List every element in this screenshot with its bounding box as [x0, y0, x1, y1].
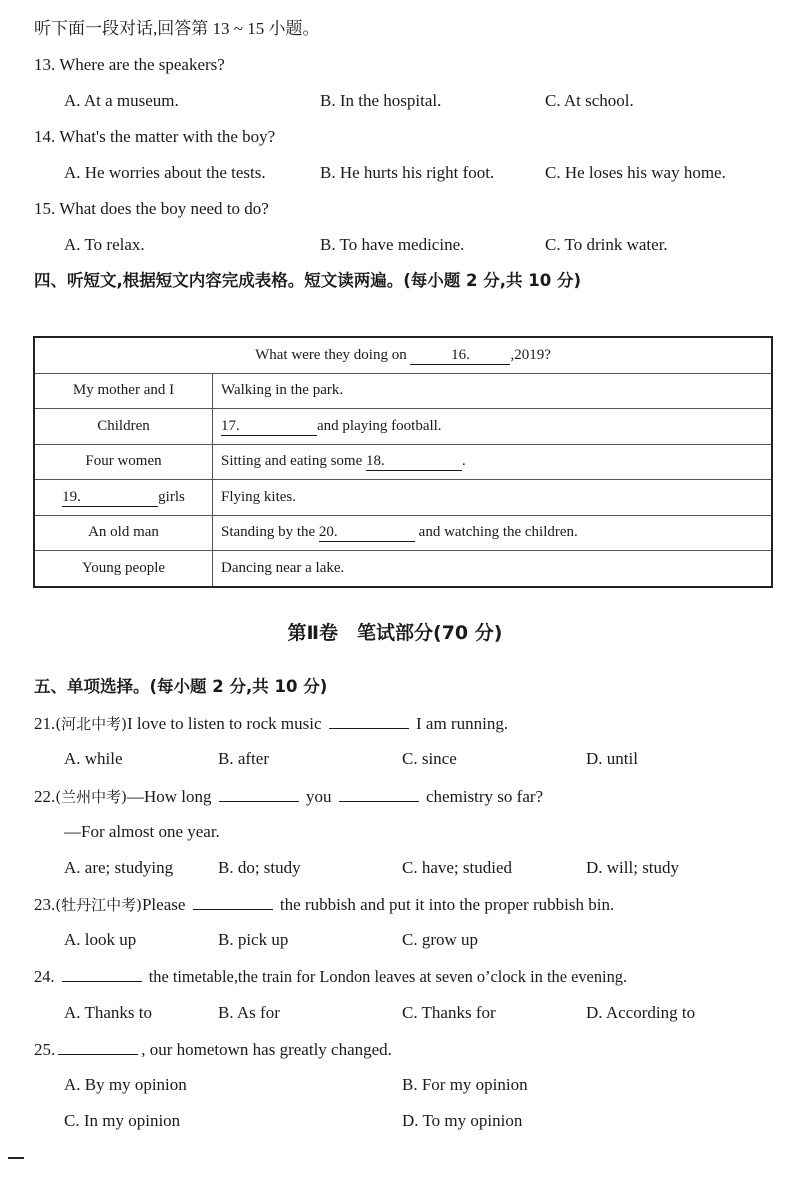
question-number: 25. — [34, 1040, 56, 1059]
table-row — [34, 409, 772, 445]
question-24 — [34, 965, 627, 988]
option-c[interactable]: C. grow up — [402, 930, 479, 949]
what-text: Standing by the — [221, 524, 319, 541]
question-text-end: the timetable,the train for London leaves at seven o’clock in the evening. — [144, 967, 628, 986]
blank-number: 20. — [318, 524, 338, 541]
option-a[interactable]: A. are; studying — [64, 858, 174, 877]
option-b[interactable]: B. For my opinion — [402, 1075, 528, 1094]
what-text-end: . — [461, 453, 466, 470]
question-25 — [34, 1038, 392, 1061]
what-cell — [213, 409, 773, 445]
answer-blank[interactable] — [193, 893, 273, 910]
what-text: and playing football. — [317, 417, 442, 434]
option-b[interactable]: B. do; study — [218, 858, 301, 877]
question-number: 21. — [34, 714, 56, 733]
option-a[interactable]: A. while — [64, 749, 123, 768]
question-text-end: I am running. — [411, 714, 509, 733]
blank-number: 17. — [221, 417, 240, 434]
what-text-end: and watching the children. — [414, 524, 578, 541]
option-a[interactable]: A. Thanks to — [64, 1003, 152, 1022]
option-c[interactable]: C. have; studied — [402, 858, 513, 877]
question-source: (河北中考) — [55, 715, 127, 733]
answer-blank-1[interactable] — [219, 785, 299, 802]
options-13 — [64, 90, 784, 112]
option-b[interactable]: B. As for — [218, 1003, 280, 1022]
answer-blank[interactable] — [62, 965, 142, 982]
blank-number: 19. — [62, 488, 81, 505]
question-text: What does the boy need to do? — [59, 199, 269, 218]
question-text-end: chemistry so far? — [421, 787, 544, 806]
table-row — [34, 373, 772, 409]
question-15 — [34, 198, 269, 220]
what-cell — [213, 551, 773, 587]
table-row — [34, 480, 772, 516]
question-21 — [34, 712, 508, 735]
question-text-mid: you — [301, 787, 336, 806]
question-number: 24. — [34, 967, 55, 986]
options-21 — [64, 748, 784, 770]
answer-blank[interactable] — [329, 712, 409, 729]
question-text: What's the matter with the boy? — [59, 127, 276, 146]
blank-18[interactable] — [366, 452, 462, 471]
what-text: Flying kites. — [221, 488, 297, 505]
option-c[interactable]: C. In my opinion — [64, 1111, 181, 1130]
table-row — [34, 551, 772, 587]
what-text: Sitting and eating some — [221, 453, 366, 470]
option-a[interactable]: A. By my opinion — [64, 1075, 187, 1094]
reply-22: —For almost one year. — [64, 822, 220, 841]
options-15 — [64, 234, 784, 256]
option-a[interactable]: A. To relax. — [64, 235, 145, 254]
question-text: I love to listen to rock music — [126, 714, 326, 733]
question-source: (兰州中考) — [55, 788, 127, 806]
question-number: 15. — [34, 199, 56, 218]
options-14 — [64, 162, 784, 184]
page-edge-mark — [8, 1157, 24, 1159]
answer-blank[interactable] — [58, 1038, 138, 1055]
table-row — [34, 444, 772, 480]
blank-20[interactable] — [319, 523, 415, 542]
blank-19[interactable] — [62, 488, 158, 507]
part4-heading: 四、听短文,根据短文内容完成表格。短文读两遍。(每小题 2 分,共 10 分) — [34, 271, 582, 290]
table-header-row — [34, 337, 772, 373]
question-22 — [34, 785, 543, 808]
option-c[interactable]: C. Thanks for — [402, 1003, 496, 1022]
question-text: Please — [141, 895, 190, 914]
question-text — [55, 967, 59, 986]
option-c[interactable]: C. He loses his way home. — [545, 163, 726, 182]
option-b[interactable]: B. after — [218, 749, 269, 768]
blank-16[interactable] — [410, 346, 510, 365]
option-b[interactable]: B. In the hospital. — [320, 91, 442, 110]
what-text: Dancing near a lake. — [221, 559, 345, 576]
who-cell: Young people — [34, 551, 213, 587]
options-25-row1 — [64, 1074, 784, 1096]
question-text: —How long — [126, 787, 216, 806]
fill-in-table — [33, 336, 773, 588]
what-cell — [213, 515, 773, 551]
option-a[interactable]: A. look up — [64, 930, 137, 949]
question-13 — [34, 54, 225, 76]
who-cell: An old man — [34, 515, 213, 551]
option-d[interactable]: D. will; study — [586, 858, 680, 877]
blank-number: 16. — [451, 346, 470, 363]
options-25-row2 — [64, 1110, 784, 1132]
question-text: Where are the speakers? — [59, 55, 225, 74]
option-c[interactable]: C. since — [402, 749, 457, 768]
dialogue-instruction: 听下面一段对话,回答第 13 ~ 15 小题。 — [34, 19, 320, 38]
option-a[interactable]: A. He worries about the tests. — [64, 163, 266, 182]
option-b[interactable]: B. To have medicine. — [320, 235, 465, 254]
what-cell — [213, 480, 773, 516]
question-number: 13. — [34, 55, 56, 74]
option-c[interactable]: C. To drink water. — [545, 235, 668, 254]
volume-title: 第Ⅱ卷 笔试部分(70 分) — [287, 622, 503, 644]
question-14 — [34, 126, 275, 148]
who-cell — [34, 480, 213, 516]
options-22 — [64, 857, 784, 879]
question-number: 22. — [34, 787, 56, 806]
who-text: girls — [158, 488, 185, 505]
header-text: What were they doing on — [255, 346, 411, 363]
table-row — [34, 515, 772, 551]
table-header-cell — [34, 337, 772, 373]
who-cell: Four women — [34, 444, 213, 480]
option-b[interactable]: B. He hurts his right foot. — [320, 163, 495, 182]
what-text: Walking in the park. — [221, 382, 344, 399]
question-number: 14. — [34, 127, 56, 146]
who-cell: Children — [34, 409, 213, 445]
who-cell: My mother and I — [34, 373, 213, 409]
options-23 — [64, 929, 784, 951]
what-cell — [213, 373, 773, 409]
option-c[interactable]: C. At school. — [545, 91, 634, 110]
question-text-end: the rubbish and put it into the proper rubbish bin. — [275, 895, 615, 914]
option-a[interactable]: A. At a museum. — [64, 91, 179, 110]
part5-heading: 五、单项选择。(每小题 2 分,共 10 分) — [34, 677, 328, 696]
question-source: (牡丹江中考) — [55, 896, 142, 914]
option-b[interactable]: B. pick up — [218, 930, 289, 949]
option-d[interactable]: D. until — [586, 749, 638, 768]
question-number: 23. — [34, 895, 56, 914]
question-23 — [34, 893, 614, 916]
options-24 — [64, 1002, 784, 1024]
option-d[interactable]: D. According to — [586, 1003, 696, 1022]
answer-blank-2[interactable] — [339, 785, 419, 802]
option-d[interactable]: D. To my opinion — [402, 1111, 523, 1130]
blank-number: 18. — [365, 453, 385, 470]
header-text-end: ,2019? — [510, 346, 551, 363]
what-cell — [213, 444, 773, 480]
blank-17[interactable] — [221, 417, 317, 436]
question-text-end: , our hometown has greatly changed. — [141, 1040, 392, 1059]
